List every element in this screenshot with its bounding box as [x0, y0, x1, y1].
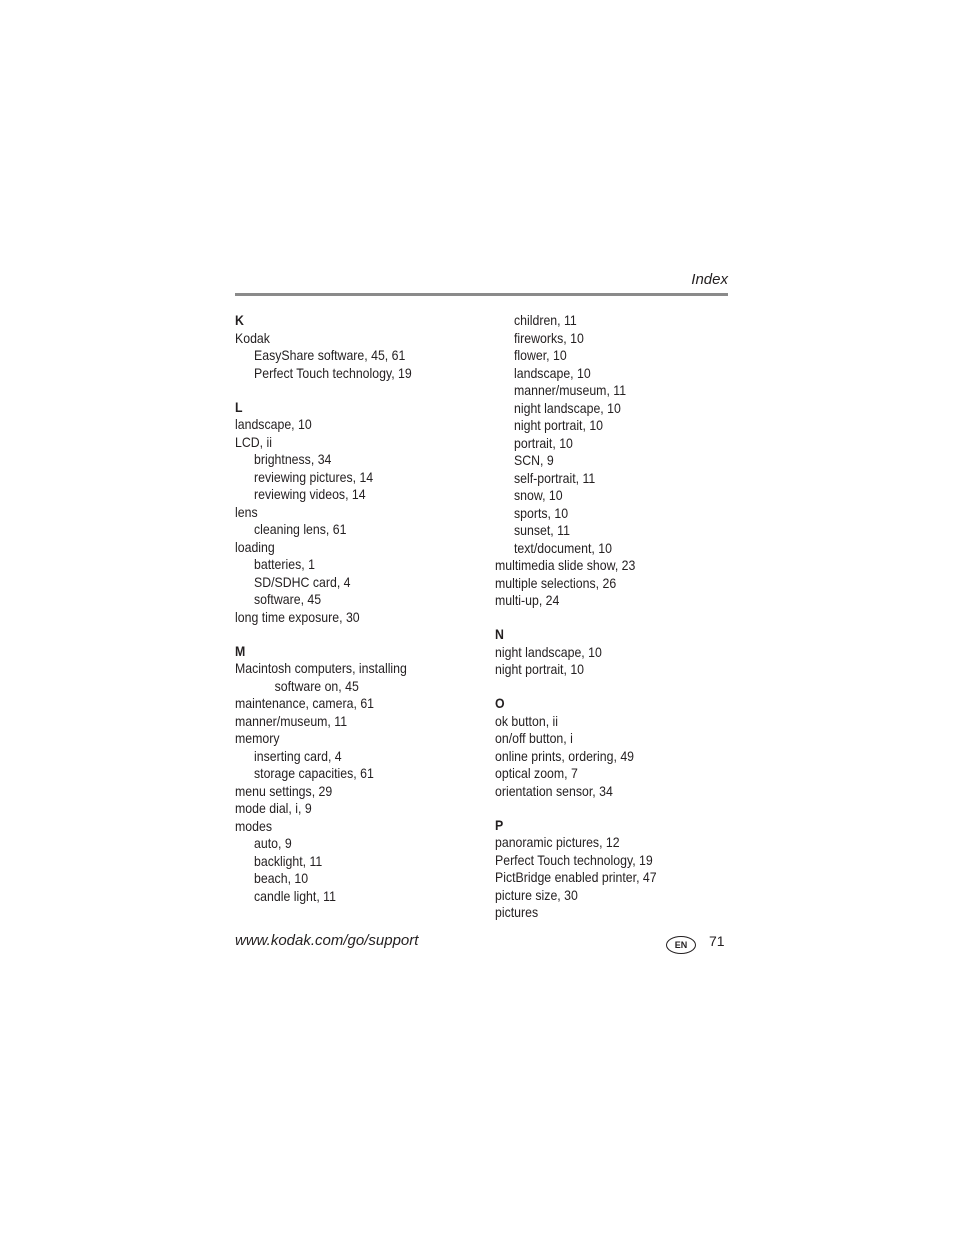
index-entry: brightness, 34 — [254, 451, 332, 467]
index-entry: menu settings, 29 — [235, 782, 333, 799]
index-entry: SD/SDHC card, 4 — [254, 573, 351, 590]
index-entry: auto, 9 — [254, 835, 292, 851]
index-entry: software, 45 — [254, 591, 322, 607]
index-entry: multi-up, 24 — [495, 592, 560, 608]
index-entry: landscape, 10 — [514, 364, 591, 381]
index-letter-heading: N — [495, 626, 504, 642]
index-entry: LCD, ii — [235, 433, 272, 450]
index-entry: multiple selections, 26 — [495, 574, 617, 591]
index-entry: Macintosh computers, installing — [235, 660, 407, 676]
index-entry: memory — [235, 730, 280, 746]
index-entry: PictBridge enabled printer, 47 — [495, 869, 657, 885]
index-entry: Perfect Touch technology, 19 — [254, 364, 412, 381]
index-entry: portrait, 10 — [514, 434, 573, 451]
index-entry: loading — [235, 538, 275, 555]
index-entry: reviewing videos, 14 — [254, 486, 366, 502]
section-gap — [495, 800, 706, 817]
footer-support-url: www.kodak.com/go/support — [235, 932, 419, 949]
index-letter-heading: L — [235, 398, 243, 415]
section-gap — [235, 382, 455, 399]
index-entry: SCN, 9 — [514, 452, 554, 468]
index-entry: online prints, ordering, 49 — [495, 747, 635, 764]
index-entry: optical zoom, 7 — [495, 765, 578, 781]
index-entry: maintenance, camera, 61 — [235, 695, 375, 711]
index-entry: lens — [235, 503, 258, 520]
index-entry: snow, 10 — [514, 487, 563, 503]
index-entry: on/off button, i — [495, 730, 573, 746]
page-number: 71 — [709, 933, 725, 949]
index-entry: night portrait, 10 — [495, 661, 585, 677]
index-entry: beach, 10 — [254, 870, 309, 886]
index-entry: inserting card, 4 — [254, 747, 342, 764]
index-column-right — [495, 312, 735, 922]
index-entry: software on, 45 — [274, 677, 359, 694]
index-entry: candle light, 11 — [254, 887, 336, 904]
index-entry: picture size, 30 — [495, 886, 578, 903]
section-gap — [235, 626, 455, 643]
index-letter-heading: O — [495, 695, 505, 711]
index-entry: night portrait, 10 — [514, 417, 604, 433]
index-entry: Perfect Touch technology, 19 — [495, 851, 653, 868]
index-column-left — [235, 312, 485, 905]
index-entry: text/document, 10 — [514, 539, 612, 556]
index-entry: Kodak — [235, 329, 270, 346]
index-entry: pictures — [495, 904, 539, 920]
index-entry: night landscape, 10 — [495, 643, 602, 660]
index-entry: manner/museum, 11 — [235, 712, 348, 729]
language-badge: EN — [666, 936, 696, 954]
section-gap — [495, 610, 706, 627]
index-entry: EasyShare software, 45, 61 — [254, 347, 406, 363]
index-entry: modes — [235, 817, 272, 834]
index-entry: night landscape, 10 — [514, 399, 621, 416]
index-entry: orientation sensor, 34 — [495, 782, 613, 799]
index-entry: ok button, ii — [495, 712, 559, 729]
index-letter-heading: P — [495, 816, 504, 833]
index-entry: long time exposure, 30 — [235, 608, 360, 625]
index-entry: storage capacities, 61 — [254, 765, 374, 781]
index-entry: mode dial, i, 9 — [235, 800, 312, 816]
index-entry: reviewing pictures, 14 — [254, 468, 374, 485]
index-entry: children, 11 — [514, 312, 577, 328]
index-letter-heading: M — [235, 642, 246, 659]
index-entry: cleaning lens, 61 — [254, 521, 347, 537]
index-entry: multimedia slide show, 23 — [495, 557, 636, 573]
index-entry: batteries, 1 — [254, 556, 315, 572]
section-gap — [495, 679, 706, 696]
running-header-title: Index — [691, 271, 728, 288]
index-entry: sports, 10 — [514, 504, 569, 521]
index-entry: self-portrait, 11 — [514, 469, 596, 486]
index-entry: flower, 10 — [514, 347, 567, 363]
index-entry: manner/museum, 11 — [514, 382, 627, 398]
index-entry: landscape, 10 — [235, 416, 312, 432]
index-entry: panoramic pictures, 12 — [495, 834, 620, 850]
index-entry: backlight, 11 — [254, 852, 323, 869]
index-entry: sunset, 11 — [514, 522, 570, 538]
index-letter-heading: K — [235, 312, 244, 328]
header-rule — [235, 293, 728, 296]
index-entry: fireworks, 10 — [514, 329, 584, 346]
